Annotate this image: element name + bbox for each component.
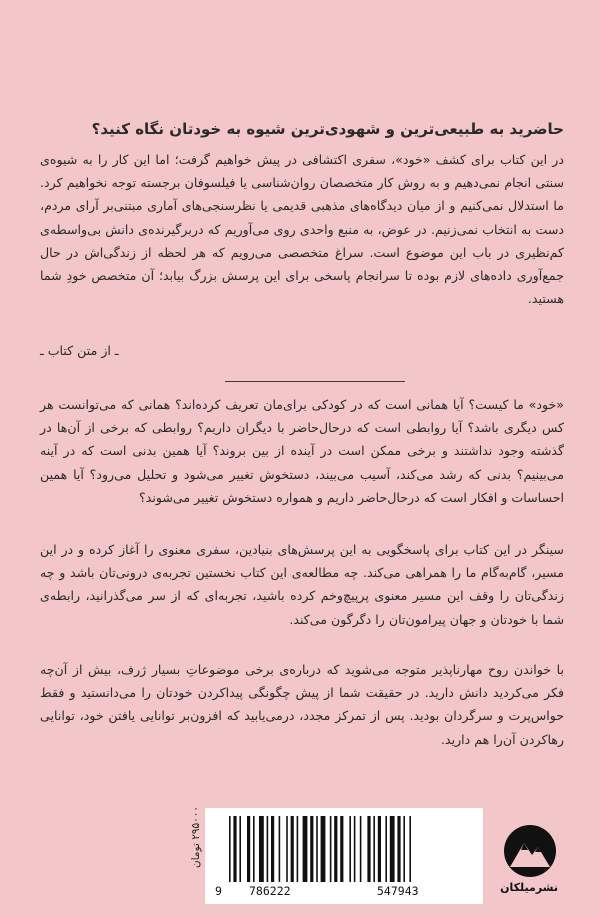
barcode-bar	[385, 816, 387, 882]
attribution: ـ از متن کتاب ـ	[40, 343, 119, 358]
barcode-first-digit: 9	[215, 884, 222, 898]
barcode-bar	[279, 816, 281, 882]
mountains-icon	[502, 823, 558, 881]
price-label: ۲۹۵۰۰۰ تومان	[190, 806, 202, 869]
barcode-bar	[334, 816, 337, 882]
barcode-bar	[271, 816, 274, 882]
publisher-logo	[502, 823, 558, 903]
barcode-bar	[253, 816, 255, 882]
barcode-bar	[259, 816, 264, 882]
publisher-name: نشرمیلکان	[500, 881, 558, 894]
paragraph-journey: سینگر در این کتاب برای پاسخگویی به این پرسش‌های بنیادین، سفری معنوی را آغاز کرده و در این مسیر، گام‌به‌گام ما را همراهی می‌کند. چه مطالعه‌ی این کتاب نخستین تجربه‌ی درونی‌تان باشد و چه زندگی‌تان را وقف این مسیر معنوی پرپیچ‌وخم کرده باشید، تجربه‌ای که از سر می‌گذرانید، رابطه‌ی شما با خودتان و جهان پیرامون‌تان را دگرگون می‌کند.	[40, 542, 564, 627]
barcode-number	[205, 884, 483, 902]
barcode-bar	[354, 816, 356, 882]
barcode-last-digits: 547943	[377, 884, 419, 898]
paragraph-intro: در این کتاب برای کشف «خود»، سفری اکتشافی در پیش خواهیم گرفت؛ اما این کار را به شیوه‌ی سنتی انجام نمی‌دهیم و به روش کار متخصصان روان‌شناسی یا فیلسوفان برجسته توجه نخواهیم کرد. ما استدلال نمی‌کنیم و از میان دیدگاه‌های مذهبی قدیمی یا نظرسنجی‌های آماری مبتنی‌بر آرای مردم، دست به انتخاب نمی‌زنیم. در عوض، به منبع واحدی روی می‌آوریم که دربرگیرنده‌ی دانش بی‌واسطه‌ی کم‌نظیری در باب این موضوع است. سراغ متخصصی می‌رویم که هر لحظه از زندگی‌اش در حال جمع‌آوری داده‌های لازم بوده تا سرانجام پاسخی برای این پرسش بزرگ بیابد؛ آن متخصص خودِ شما هستید.	[40, 152, 564, 307]
barcode-bar	[229, 816, 231, 882]
barcode-bar	[297, 816, 299, 882]
barcode-bar	[340, 816, 343, 882]
barcode-bar	[316, 816, 318, 882]
barcode-middle-digits: 786222	[249, 884, 291, 898]
barcode-bar	[267, 816, 269, 882]
barcode-bar	[286, 816, 288, 882]
barcode	[205, 808, 483, 904]
barcode-bar	[321, 816, 326, 882]
barcode-bar	[233, 816, 236, 882]
barcode-bar	[330, 816, 332, 882]
barcode-bar	[403, 816, 405, 882]
barcode-bar	[303, 816, 308, 882]
barcode-bar	[373, 816, 375, 882]
barcode-bar	[310, 816, 313, 882]
headline: حاضرید به طبیعی‌ترین و شهودی‌ترین شیوه به خودتان نگاه کنید؟	[91, 120, 564, 138]
barcode-bar	[247, 816, 250, 882]
barcode-bar	[367, 816, 370, 882]
barcode-bars	[229, 816, 469, 882]
barcode-bar	[409, 816, 411, 882]
barcode-bar	[349, 816, 351, 882]
barcode-bar	[390, 816, 395, 882]
barcode-bar	[239, 816, 241, 882]
paragraph-questions: «خود» ما کیست؟ آیا همانی است که در کودکی برای‌مان تعریف کرده‌اند؟ همانی که می‌توانست هر کس دیگری باشد؟ آیا روابطی است که درحال‌حاضر با دیگران داریم؟ روابطی که برخی از آن‌ها در گذشته وجود نداشتند و برخی ممکن است در آینده از بین بروند؟ آیا همین بدنی است که در آینه می‌بینیم؟ بدنی که رشد می‌کند، آسیب می‌بیند، دستخوش تغییر می‌شود و تحلیل می‌رود؟ آیا همین احساسات و افکار است که درحال‌حاضر داریم و همواره دستخوش تغییر می‌شوند؟	[40, 397, 564, 505]
barcode-bar	[378, 816, 381, 882]
barcode-bar	[360, 816, 362, 882]
barcode-bar	[397, 816, 400, 882]
barcode-bar	[291, 816, 294, 882]
paragraph-conclusion: با خواندن روح مهارناپذیر متوجه می‌شوید که درباره‌ی برخی موضوعاتِ بسیار ژرف، بیش از آن‌چه فکر می‌کردید دانش دارید. در حقیقت شما از پیش چگونگی پیداکردن خودتان را می‌دانستید و فقط حواس‌پرت و سرگردان بودید. پس از تمرکز مجدد، درمی‌یابید که افزون‌بر توانایی یافتن خود، توانایی رهاکردن آن‌را هم دارید.	[40, 662, 564, 747]
divider	[225, 381, 405, 382]
